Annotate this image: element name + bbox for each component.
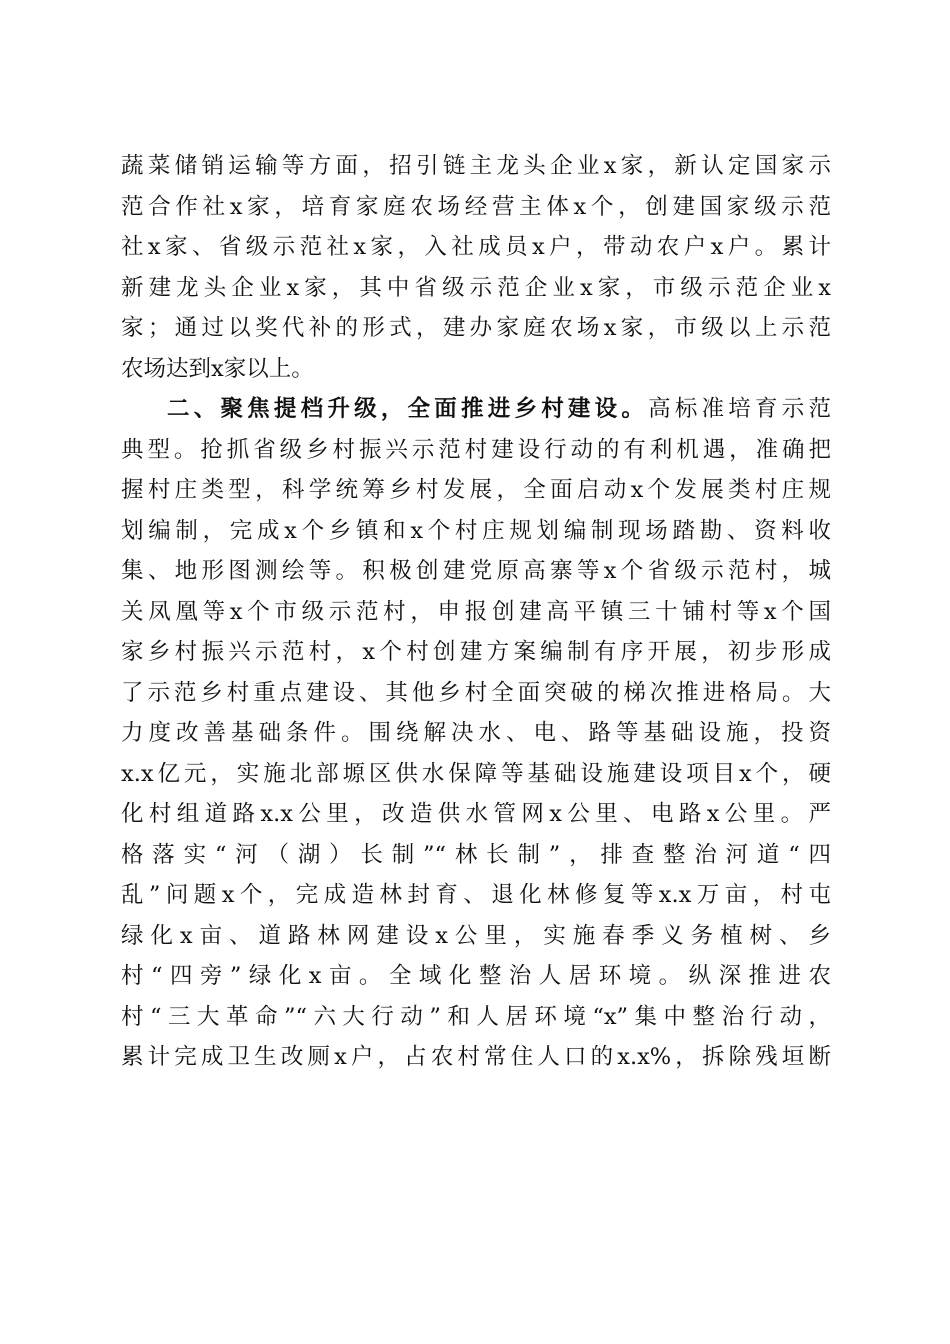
text-line: 范合作社x家，培育家庭农场经营主体x个，创建国家级示范 [121, 193, 831, 220]
paragraph-2 [121, 389, 831, 1078]
text-line: 划编制，完成x个乡镇和x个村庄规划编制现场踏勘、资料收 [121, 517, 831, 544]
text-line: 乱”问题x个，完成造林封育、退化林修复等x.x万亩，村屯 [121, 882, 831, 908]
text-line: 握村庄类型，科学统筹乡村发展，全面启动x个发展类村庄规 [121, 477, 831, 503]
text-line: 社x家、省级示范社x家，入社成员x户，带动农户x户。累计 [121, 234, 831, 260]
text-line: 典型。抢抓省级乡村振兴示范村建设行动的有利机遇，准确把 [121, 436, 831, 463]
text-line: 家乡村振兴示范村，x个村创建方案编制有序开展，初步形成 [121, 639, 831, 665]
text-line: 蔬菜储销运输等方面，招引链主龙头企业x家，新认定国家示 [121, 153, 831, 179]
text-line: 格落实“河（湖）长制”“林长制”，排查整治河道“四 [121, 841, 831, 868]
body-text [121, 146, 831, 1078]
text-line: 新建龙头企业x家，其中省级示范企业x家，市级示范企业x [121, 274, 831, 301]
first-line-text: 高标准培育示范 [648, 396, 831, 422]
text-line: 力度改善基础条件。围绕解决水、电、路等基础设施，投资 [121, 720, 831, 746]
text-line: 化村组道路x.x公里，改造供水管网x公里、电路x公里。严 [121, 801, 831, 827]
text-line: 了示范乡村重点建设、其他乡村全面突破的梯次推进格局。大 [121, 679, 831, 706]
text-line: 关凤凰等x个市级示范村，申报创建高平镇三十铺村等x个国 [121, 598, 831, 625]
text-line: 集、地形图测绘等。积极创建党原高寨等x个省级示范村，城 [121, 558, 831, 584]
section-heading: 二、聚焦提档升级，全面推进乡村建设。 [167, 396, 649, 422]
text-line: 家；通过以奖代补的形式，建办家庭农场x家，市级以上示范 [121, 315, 831, 341]
text-line: x.x亿元，实施北部塬区供水保障等基础设施建设项目x个，硬 [121, 760, 831, 787]
paragraph-1 [121, 146, 831, 389]
text-line: 村“三大革命”“六大行动”和人居环境“x”集中整治行动， [121, 1003, 831, 1030]
text-line: 村“四旁”绿化x亩。全域化整治人居环境。纵深推进农 [121, 963, 831, 989]
text-line: 累计完成卫生改厕x户，占农村常住人口的x.x%，拆除残垣断 [121, 1044, 831, 1070]
paragraph-first-line [121, 389, 831, 430]
text-line: 绿化x亩、道路林网建设x公里，实施春季义务植树、乡 [121, 922, 831, 949]
text-line-last: 农场达到x家以上。 [121, 355, 314, 382]
